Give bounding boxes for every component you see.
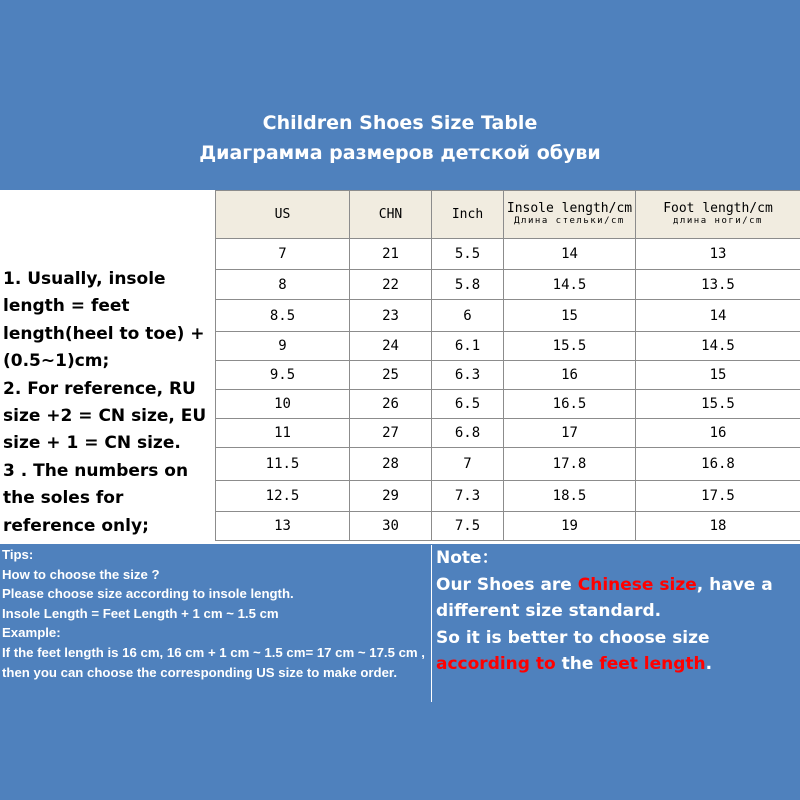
cell-inch: 7 (432, 448, 504, 481)
tips-line: Insole Length = Feet Length + 1 cm ~ 1.5 cm (2, 605, 279, 621)
header-insole-russian: Длина стельки/cm (514, 216, 625, 226)
cell-chn: 29 (350, 481, 432, 512)
cell-inch: 6.3 (432, 361, 504, 390)
cell-chn: 22 (350, 270, 432, 300)
cell-inch: 6.1 (432, 332, 504, 361)
note-line: 3 . The numbers on (3, 460, 189, 481)
note-line: length(heel to toe) + (3, 323, 205, 344)
note-paragraph-1 (436, 572, 798, 625)
cell-us: 11 (216, 419, 350, 448)
cell-foot: 13 (636, 239, 800, 270)
table-row (216, 448, 800, 481)
cell-chn: 28 (350, 448, 432, 481)
table-row (216, 512, 800, 541)
header-foot-russian: длина ноги/cm (673, 216, 763, 226)
cell-us: 7 (216, 239, 350, 270)
note-paragraph-2 (436, 625, 798, 678)
cell-insole: 15.5 (504, 332, 636, 361)
cell-insole: 17.8 (504, 448, 636, 481)
cell-chn: 30 (350, 512, 432, 541)
note-line: size +2 = CN size, EU (3, 406, 207, 427)
tips-line: How to choose the size ? (2, 566, 160, 582)
note-text: the (555, 654, 600, 674)
size-table (215, 190, 800, 541)
cell-insole: 17 (504, 419, 636, 448)
note-section (436, 545, 798, 678)
cell-inch: 6.8 (432, 419, 504, 448)
cell-us: 8 (216, 270, 350, 300)
note-highlight: according to (436, 654, 556, 674)
cell-inch: 7.3 (432, 481, 504, 512)
note-highlight: Chinese size (577, 574, 697, 595)
note-line: size + 1 = CN size. (3, 433, 181, 454)
note-line: 2. For reference, RU (3, 378, 196, 399)
cell-foot: 17.5 (636, 481, 800, 512)
cell-chn: 23 (350, 300, 432, 332)
note-line: (0.5~1)cm; (3, 351, 110, 372)
cell-us: 8.5 (216, 300, 350, 332)
cell-us: 10 (216, 390, 350, 419)
table-row (216, 270, 800, 300)
cell-insole: 18.5 (504, 481, 636, 512)
cell-chn: 21 (350, 239, 432, 270)
header-us: US (216, 191, 350, 239)
notes-list (3, 266, 211, 540)
cell-foot: 16 (636, 419, 800, 448)
cell-inch: 7.5 (432, 512, 504, 541)
cell-insole: 16.5 (504, 390, 636, 419)
table-row (216, 300, 800, 332)
cell-foot: 16.8 (636, 448, 800, 481)
page-title-russian: Диаграмма размеров детской обуви (199, 142, 601, 164)
cell-insole: 19 (504, 512, 636, 541)
cell-foot: 15 (636, 361, 800, 390)
cell-insole: 16 (504, 361, 636, 390)
cell-foot: 15.5 (636, 390, 800, 419)
table-row (216, 390, 800, 419)
cell-insole: 15 (504, 300, 636, 332)
note-line: reference only; (3, 515, 149, 536)
note-text: , have a different size standard. (436, 574, 773, 621)
cell-inch: 6.5 (432, 390, 504, 419)
tips-section (2, 545, 430, 682)
cell-chn: 26 (350, 390, 432, 419)
cell-us: 12.5 (216, 481, 350, 512)
cell-insole: 14.5 (504, 270, 636, 300)
tips-line: Please choose size according to insole length. (2, 586, 294, 602)
cell-foot: 14 (636, 300, 800, 332)
cell-foot: 18 (636, 512, 800, 541)
cell-chn: 27 (350, 419, 432, 448)
note-text: Our Shoes are (436, 574, 578, 595)
cell-us: 9.5 (216, 361, 350, 390)
cell-chn: 24 (350, 332, 432, 361)
table-row (216, 239, 800, 270)
header-insole (504, 191, 636, 239)
page-title: Children Shoes Size Table (262, 112, 538, 134)
cell-insole: 14 (504, 239, 636, 270)
table-row (216, 332, 800, 361)
cell-us: 11.5 (216, 448, 350, 481)
header-inch: Inch (432, 191, 504, 239)
header-foot-label: Foot length/cm (663, 201, 773, 216)
note-line: 1. Usually, insole (3, 269, 166, 289)
header-insole-label: Insole length/cm (506, 201, 633, 216)
note-text: . (705, 654, 713, 674)
cell-inch: 5.8 (432, 270, 504, 300)
table-row (216, 361, 800, 390)
table-row (216, 419, 800, 448)
note-line: length = feet (3, 296, 130, 317)
cell-foot: 13.5 (636, 270, 800, 300)
tips-heading: Tips: (2, 547, 34, 562)
note-line: the soles for (3, 488, 124, 509)
tips-line: If the feet length is 16 cm, 16 cm + 1 cm ~ 1.5 cm= 17 cm ~ 17.5 cm , then you can choose the corresponding US size to make order. (2, 644, 425, 680)
table-row (216, 481, 800, 512)
header-chn: CHN (350, 191, 432, 239)
note-highlight: feet length (599, 654, 706, 674)
table-header-row (216, 191, 800, 239)
cell-us: 9 (216, 332, 350, 361)
cell-inch: 6 (432, 300, 504, 332)
cell-foot: 14.5 (636, 332, 800, 361)
cell-chn: 25 (350, 361, 432, 390)
tips-line: Example: (2, 625, 61, 641)
section-divider (431, 545, 432, 702)
note-text: So it is better to choose size (436, 627, 710, 648)
header-foot (636, 191, 800, 239)
cell-us: 13 (216, 512, 350, 541)
title-block (0, 108, 800, 168)
note-heading: Note： (436, 548, 499, 568)
cell-inch: 5.5 (432, 239, 504, 270)
